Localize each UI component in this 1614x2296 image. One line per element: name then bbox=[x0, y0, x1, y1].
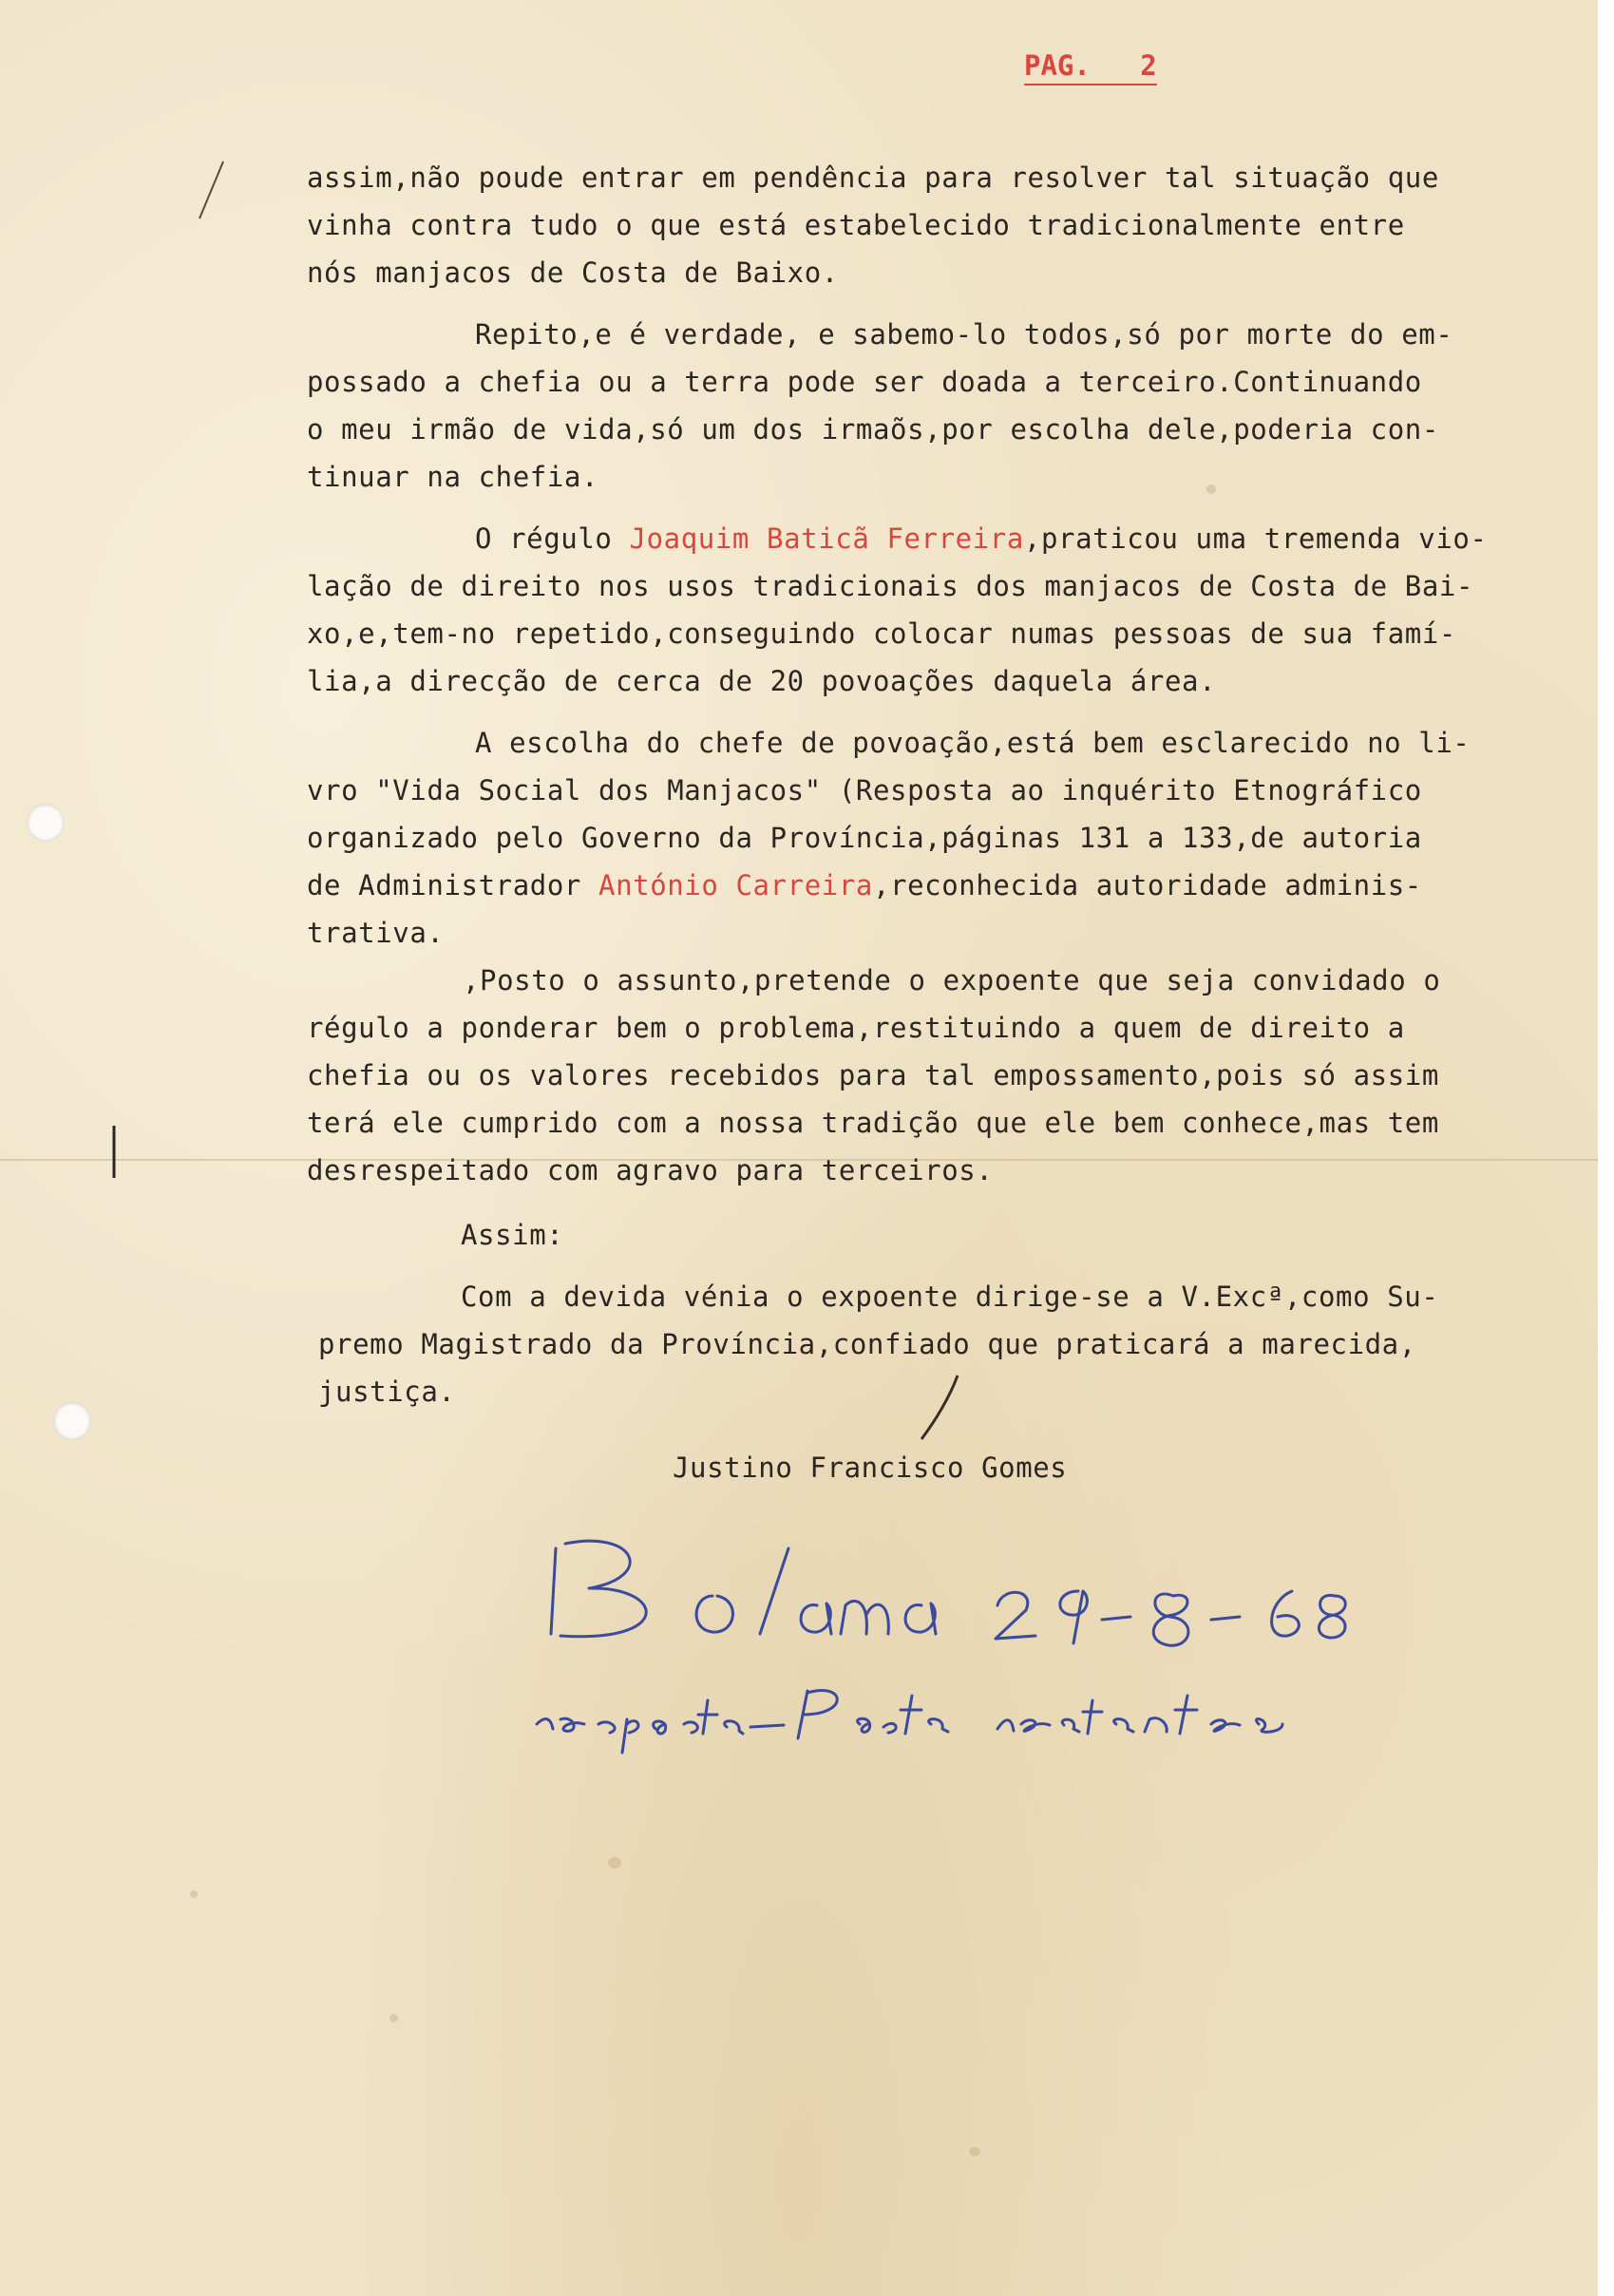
body-line bbox=[475, 522, 1488, 555]
body-line: régulo a ponderar bem o problema,restituindo a quem de direito a bbox=[307, 1012, 1405, 1044]
body-text: O régulo bbox=[475, 522, 630, 555]
punch-hole-bottom bbox=[53, 1402, 91, 1440]
body-text: ,praticou uma tremenda vio- bbox=[1023, 522, 1488, 555]
body-line: justiça. bbox=[318, 1376, 456, 1408]
body-line: trativa. bbox=[307, 917, 445, 949]
margin-pencil-mark bbox=[180, 152, 237, 228]
body-text: de Administrador bbox=[307, 869, 599, 901]
body-line: Com a devida vénia o expoente dirige-se a V.Excª,como Su- bbox=[461, 1281, 1439, 1313]
body-line: Assim: bbox=[461, 1219, 564, 1251]
paper-stain bbox=[1206, 484, 1216, 494]
highlighted-name: António Carreira bbox=[598, 869, 873, 901]
body-line: Repito,e é verdade, e sabemo-lo todos,só por morte do em- bbox=[475, 318, 1453, 351]
signatory-name: Justino Francisco Gomes bbox=[673, 1452, 1068, 1484]
body-line: tinuar na chefia. bbox=[307, 461, 599, 493]
body-line: premo Magistrado da Província,confiado que praticará a marecida, bbox=[318, 1328, 1416, 1360]
body-line: organizado pelo Governo da Província,páginas 131 a 133,de autoria bbox=[307, 822, 1422, 854]
body-line: lia,a direcção de cerca de 20 povoações daquela área. bbox=[307, 665, 1217, 697]
page-number-label bbox=[1024, 49, 1157, 85]
body-line: vinha contra tudo o que está estabelecido tradicionalmente entre bbox=[307, 209, 1405, 241]
body-line: desrespeitado com agravo para terceiros. bbox=[307, 1154, 994, 1186]
body-line: xo,e,tem-no repetido,conseguindo colocar numas pessoas de sua famí- bbox=[307, 617, 1456, 650]
body-line: terá ele cumprido com a nossa tradição que ele bem conhece,mas tem bbox=[307, 1107, 1439, 1139]
highlighted-name: Joaquim Baticã Ferreira bbox=[629, 522, 1024, 555]
body-line: chefia ou os valores recebidos para tal empossamento,pois só assim bbox=[307, 1059, 1439, 1091]
paper-stain bbox=[608, 1857, 621, 1869]
punch-hole-top bbox=[27, 804, 65, 842]
body-line: ,Posto o assunto,pretende o expoente que seja convidado o bbox=[463, 964, 1441, 996]
body-line bbox=[307, 869, 1422, 901]
page-label-text: PAG. bbox=[1024, 49, 1091, 82]
margin-tick-mark bbox=[104, 1121, 123, 1187]
paper-stain bbox=[190, 1890, 198, 1898]
body-line: assim,não poude entrar em pendência para resolver tal situação que bbox=[307, 161, 1439, 194]
paper-stain bbox=[389, 2014, 398, 2022]
handwritten-annotation bbox=[532, 1529, 1387, 1776]
body-line: nós manjacos de Costa de Baixo. bbox=[307, 256, 839, 289]
page-number-value: 2 bbox=[1140, 49, 1157, 82]
signature-stroke bbox=[912, 1368, 969, 1444]
body-line: lação de direito nos usos tradicionais dos manjacos de Costa de Bai- bbox=[307, 570, 1474, 602]
body-line: o meu irmão de vida,só um dos irmaõs,por escolha dele,poderia con- bbox=[307, 413, 1439, 446]
paper-stain bbox=[969, 2147, 980, 2156]
body-line: vro "Vida Social dos Manjacos" (Resposta ao inquérito Etnográfico bbox=[307, 774, 1422, 806]
scan-margin bbox=[1598, 0, 1614, 2296]
body-line: A escolha do chefe de povoação,está bem esclarecido no li- bbox=[475, 727, 1471, 759]
body-line: possado a chefia ou a terra pode ser doada a terceiro.Continuando bbox=[307, 366, 1422, 398]
body-text: ,reconhecida autoridade adminis- bbox=[872, 869, 1422, 901]
